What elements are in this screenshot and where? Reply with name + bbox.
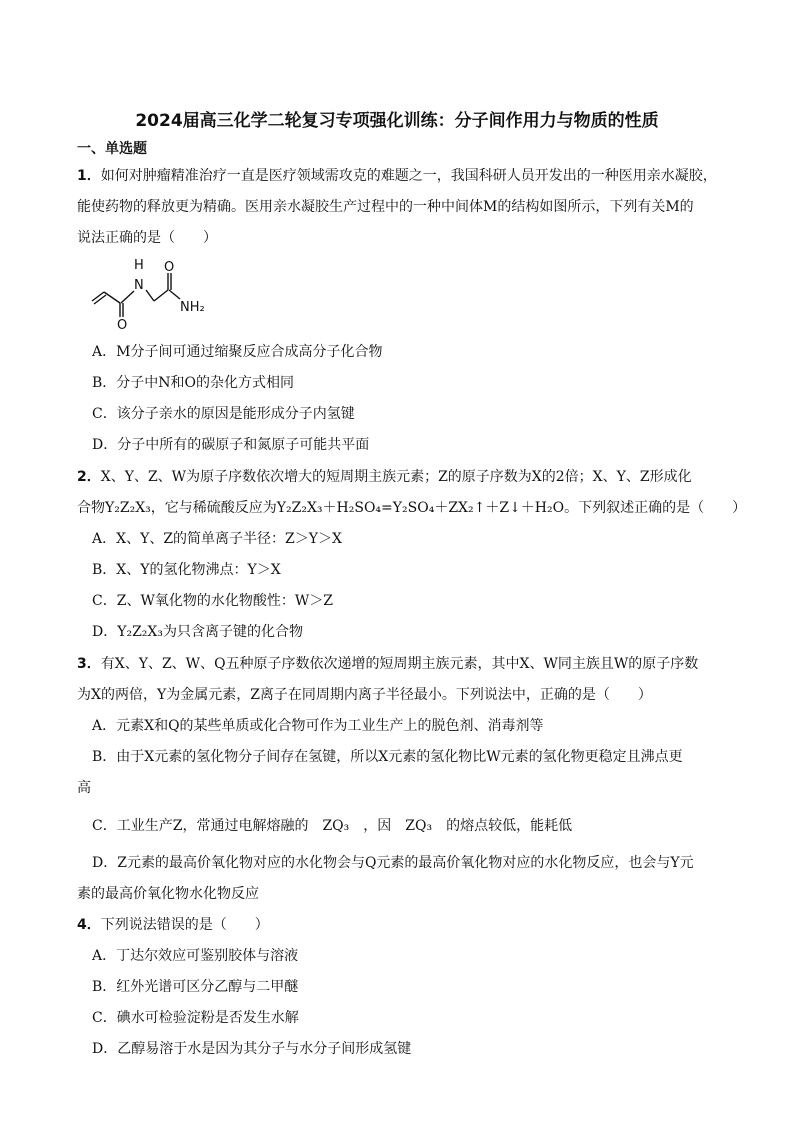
option-b: B．分子中N和O的杂化方式相同 bbox=[92, 375, 295, 391]
question-text: 下列说法错误的是（ ） bbox=[100, 917, 269, 933]
option-d: D．乙醇易溶于水是因为其分子与水分子间形成氢键 bbox=[92, 1041, 412, 1057]
question-3-line-1 bbox=[77, 654, 698, 674]
option-b: B．X、Y的氢化物沸点：Y＞X bbox=[92, 562, 281, 578]
option-c: C．碘水可检验淀粉是否发生水解 bbox=[92, 1010, 299, 1026]
atom-n-label: N bbox=[134, 278, 144, 293]
atom-o-label: O bbox=[117, 318, 128, 333]
option-a: A．X、Y、Z的简单离子半径：Z＞Y＞X bbox=[92, 531, 342, 547]
option-a: A．元素X和Q的某些单质或化合物可作为工业生产上的脱色剂、消毒剂等 bbox=[92, 718, 544, 734]
question-1-line-3: 说法正确的是（ ） bbox=[77, 230, 217, 246]
atom-nh2-label: NH₂ bbox=[180, 300, 205, 315]
question-1-line-2: 能使药物的释放更为精确。医用亲水凝胶生产过程中的一种中间体M的结构如图所示，下列有关M的 bbox=[77, 199, 694, 215]
option-d-continued: 素的最高价氧化物水化物反应 bbox=[77, 886, 259, 902]
bond bbox=[169, 290, 180, 299]
page-title: 2024届高三化学二轮复习专项强化训练：分子间作用力与物质的性质 bbox=[135, 111, 659, 131]
atom-h-label: H bbox=[134, 258, 144, 273]
atom-o-label: O bbox=[164, 260, 175, 275]
question-number: 2． bbox=[77, 469, 101, 485]
question-4-line-1 bbox=[77, 915, 269, 935]
option-c: C．Z、W氧化物的水化物酸性：W＞Z bbox=[92, 593, 333, 609]
bond bbox=[92, 292, 104, 301]
molecule-structure-m bbox=[88, 255, 228, 335]
question-text: X、Y、Z、W为原子序数依次增大的短周期主族元素；Z的原子序数为X的2倍；X、Y、Z形成化 bbox=[100, 469, 692, 485]
option-b: B．红外光谱可区分乙醇与二甲醚 bbox=[92, 979, 299, 995]
question-number: 4． bbox=[77, 917, 101, 933]
option-c: C．工业生产Z，常通过电解熔融的 ZQ₃ ，因 ZQ₃ 的熔点较低，能耗低 bbox=[92, 818, 573, 834]
question-2-line-1 bbox=[77, 467, 692, 487]
option-c: C．该分子亲水的原因是能形成分子内氢键 bbox=[92, 406, 355, 422]
bond bbox=[94, 295, 106, 304]
bond bbox=[154, 290, 168, 301]
bond bbox=[146, 290, 154, 301]
question-text: 如何对肿瘤精准治疗一直是医疗领域需攻克的难题之一，我国科研人员开发出的一种医用亲水凝胶， bbox=[100, 168, 717, 184]
question-text: 有X、Y、Z、W、Q五种原子序数依次递增的短周期主族元素，其中X、W同主族且W的原子序数 bbox=[100, 656, 699, 672]
question-2-line-2: 合物Y₂Z₂X₃，它与稀硫酸反应为Y₂Z₂X₃＋H₂SO₄=Y₂SO₄＋ZX₂↑＋Z↓＋H₂O。下列叙述正确的是（ ） bbox=[77, 500, 747, 516]
question-number: 1． bbox=[77, 168, 101, 184]
question-number: 3． bbox=[77, 656, 101, 672]
option-a: A．丁达尔效应可鉴别胶体与溶液 bbox=[92, 948, 299, 964]
option-d: D．Y₂Z₂X₃为只含离子键的化合物 bbox=[92, 624, 303, 640]
bond bbox=[121, 291, 134, 303]
option-b: B．由于X元素的氢化物分子间存在氢键，所以X元素的氢化物比W元素的氢化物更稳定且沸点更 bbox=[92, 749, 683, 765]
question-1-line-1 bbox=[77, 166, 717, 186]
option-d: D．分子中所有的碳原子和氮原子可能共平面 bbox=[92, 437, 370, 453]
option-b-continued: 高 bbox=[77, 780, 91, 796]
question-3-line-2: 为X的两倍，Y为金属元素，Z离子在同周期内离子半径最小。下列说法中，正确的是（ ） bbox=[77, 687, 652, 703]
option-d: D．Z元素的最高价氧化物对应的水化物会与Q元素的最高价氧化物对应的水化物反应，也会与Y元 bbox=[92, 855, 694, 871]
section-heading: 一、单选题 bbox=[77, 141, 147, 157]
bond bbox=[104, 292, 120, 303]
option-a: A．M分子间可通过缩聚反应合成高分子化合物 bbox=[92, 344, 383, 360]
